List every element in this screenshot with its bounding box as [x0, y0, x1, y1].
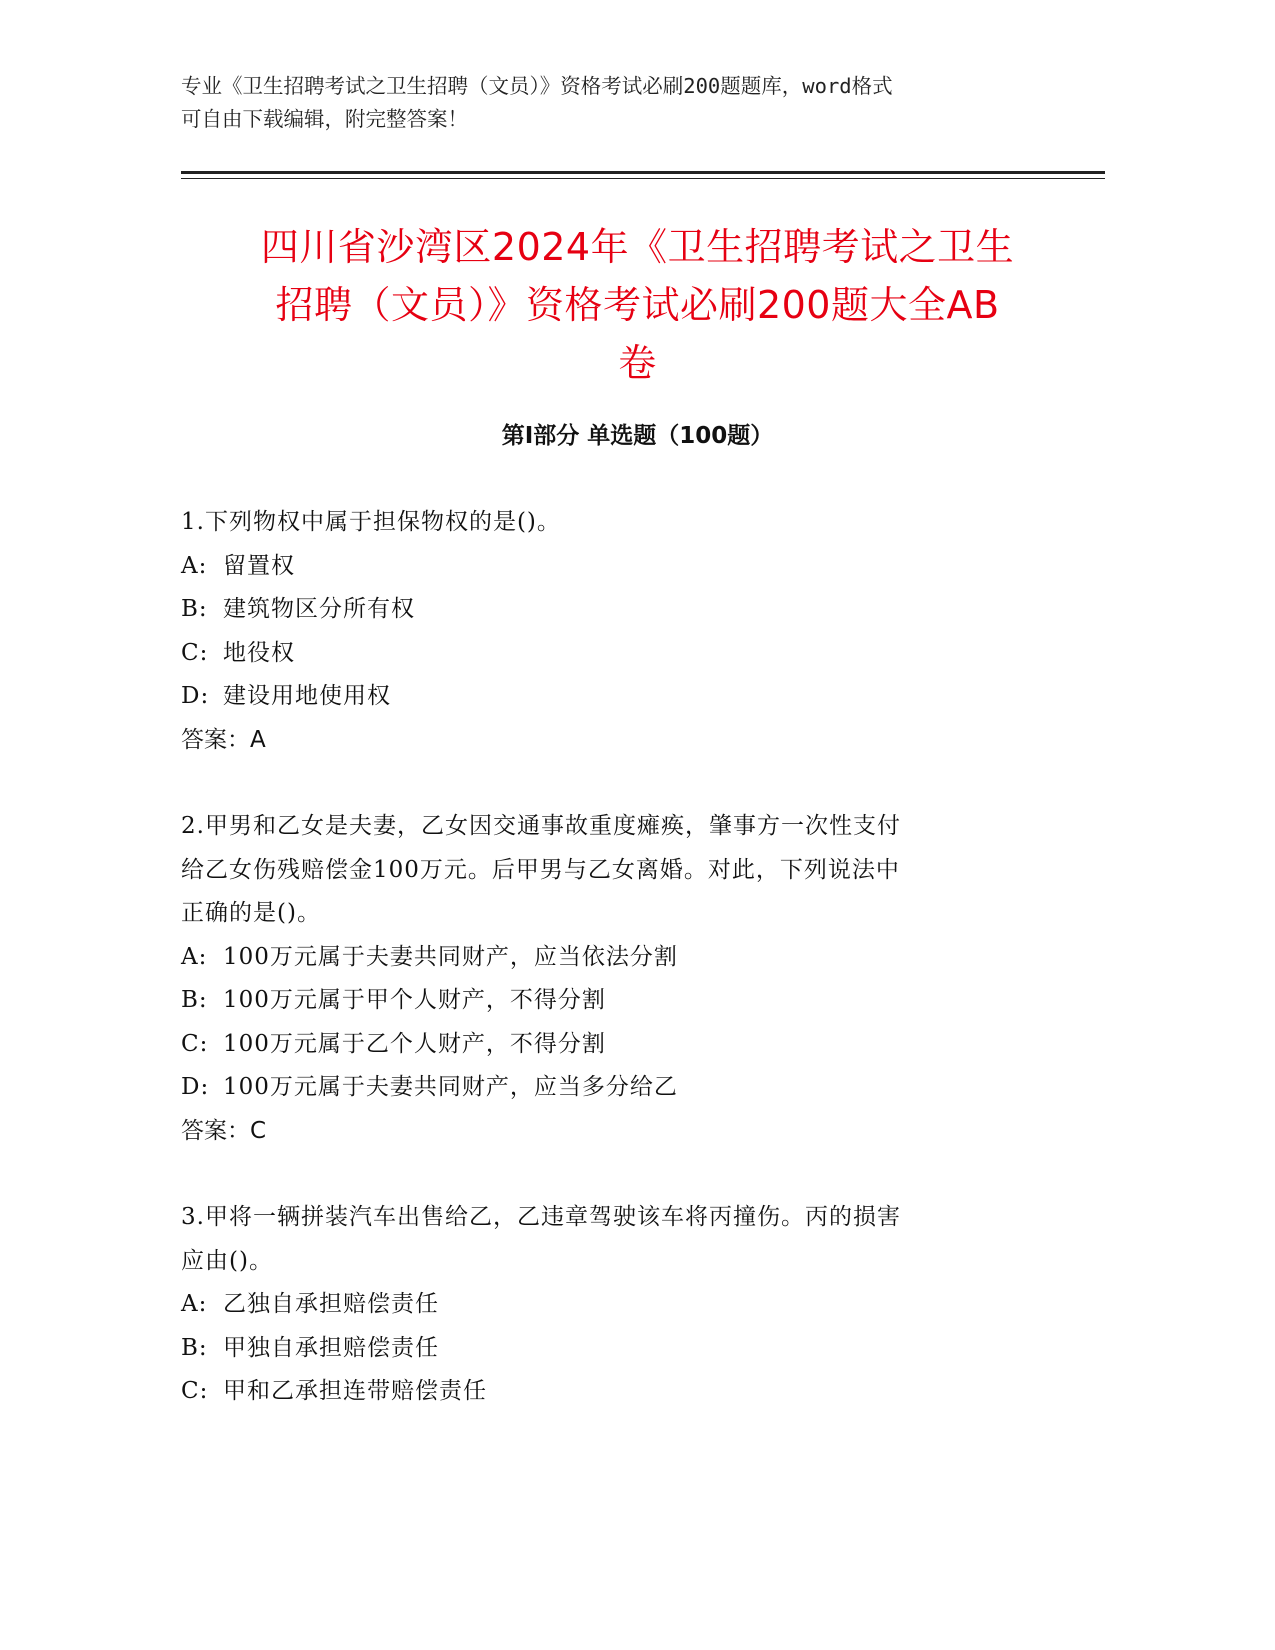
- option-b: [181, 1327, 1081, 1371]
- option-letter: C:: [181, 1030, 209, 1057]
- option-text: 甲独自承担赔偿责任: [223, 1334, 439, 1361]
- option-text: 地役权: [223, 639, 295, 666]
- option-letter: B:: [181, 596, 208, 622]
- title-line-1: 四川省沙湾区2024年《卫生招聘考试之卫生: [260, 225, 1015, 269]
- section-heading: 第Ⅰ部分 单选题（100题）: [501, 423, 774, 449]
- option-text: 留置权: [223, 552, 295, 579]
- option-text: 建设用地使用权: [223, 683, 391, 709]
- option-c: [181, 1023, 1081, 1067]
- question-stem: 1.下列物权中属于担保物权的是()。: [181, 509, 561, 535]
- option-letter: C:: [181, 639, 209, 666]
- option-letter: A:: [181, 943, 208, 970]
- answer: 答案：A: [181, 726, 266, 753]
- question-list: [181, 501, 1081, 1457]
- option-text: 100万元属于夫妻共同财产，应当多分给乙: [223, 1074, 678, 1100]
- document-title: [160, 218, 1115, 392]
- option-a: [181, 1283, 1081, 1327]
- option-letter: C:: [181, 1378, 209, 1404]
- option-c: [181, 632, 1081, 676]
- option-letter: B:: [181, 987, 208, 1013]
- question-stem: 正确的是()。: [181, 900, 321, 926]
- question-stem: 3.甲将一辆拼装汽车出售给乙，乙违章驾驶该车将丙撞伤。丙的损害: [181, 1204, 901, 1230]
- option-text: 甲和乙承担连带赔偿责任: [223, 1378, 487, 1404]
- question-1: [181, 501, 1081, 762]
- option-text: 100万元属于乙个人财产，不得分割: [223, 1030, 606, 1057]
- question-stem: 应由()。: [181, 1247, 273, 1274]
- question-stem: 2.甲男和乙女是夫妻，乙女因交通事故重度瘫痪，肇事方一次性支付: [181, 813, 901, 839]
- title-line-2: 招聘（文员）》资格考试必刷200题大全AB: [275, 283, 1000, 327]
- option-letter: D:: [181, 683, 210, 709]
- title-line-3: 卷: [618, 341, 657, 385]
- question-2: [181, 805, 1081, 1153]
- option-letter: A:: [181, 1291, 208, 1317]
- option-b: [181, 979, 1081, 1023]
- option-c: [181, 1370, 1081, 1414]
- header-rule-thin: [181, 178, 1105, 179]
- option-d: [181, 675, 1081, 719]
- header-line-2: 可自由下载编辑，附完整答案！: [181, 107, 468, 131]
- option-a: [181, 936, 1081, 980]
- question-stem: 给乙女伤残赔偿金100万元。后甲男与乙女离婚。对此，下列说法中: [181, 856, 900, 883]
- option-d: [181, 1066, 1081, 1110]
- option-text: 乙独自承担赔偿责任: [223, 1291, 439, 1317]
- option-letter: A:: [181, 552, 208, 579]
- option-b: [181, 588, 1081, 632]
- header-line-1: 专业《卫生招聘考试之卫生招聘（文员）》资格考试必刷200题题库，word格式: [181, 74, 893, 98]
- option-letter: B:: [181, 1334, 208, 1361]
- option-letter: D:: [181, 1074, 210, 1100]
- option-a: [181, 545, 1081, 589]
- option-text: 100万元属于甲个人财产，不得分割: [223, 987, 606, 1013]
- option-text: 100万元属于夫妻共同财产，应当依法分割: [223, 943, 678, 970]
- question-3: [181, 1196, 1081, 1414]
- header-rule-thick: [181, 171, 1105, 174]
- answer: 答案：C: [181, 1117, 267, 1144]
- page-header: [181, 70, 1041, 136]
- option-text: 建筑物区分所有权: [223, 596, 415, 622]
